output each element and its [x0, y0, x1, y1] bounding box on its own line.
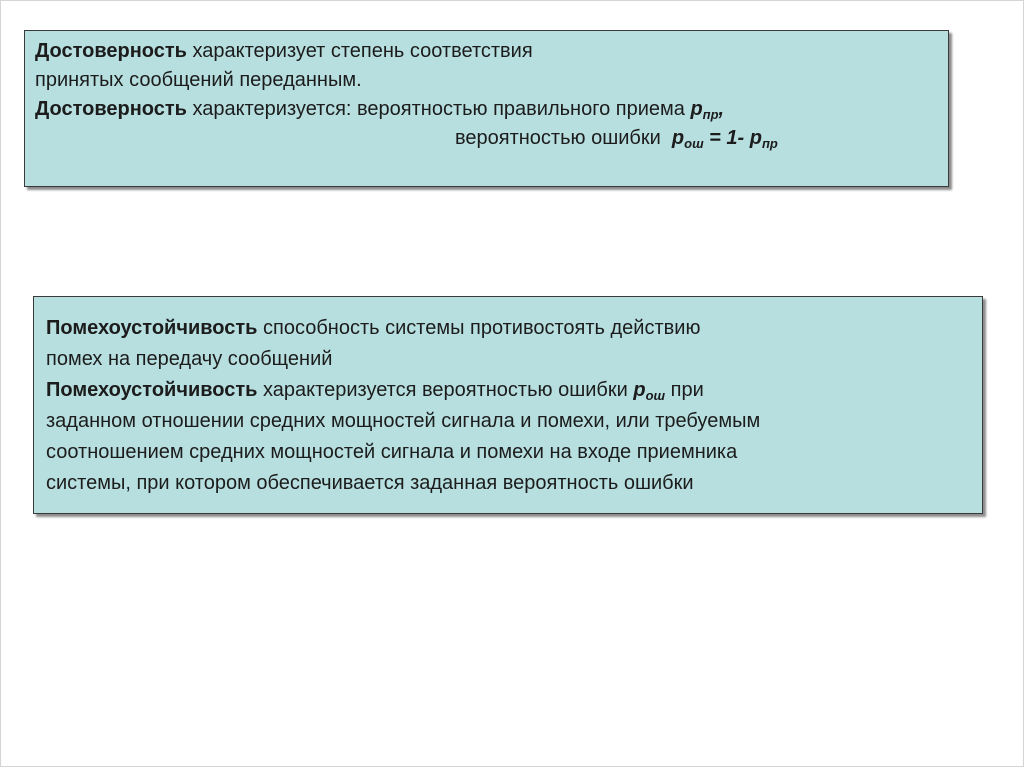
noise-immunity-text-5: соотношением средних мощностей сигнала и помехи на входе приемника	[46, 441, 738, 463]
reliability-definition-text-cont: принятых сообщений переданным.	[35, 69, 362, 91]
correct-reception-probability-symbol: $р_{пр}$,	[690, 98, 725, 122]
noise-immunity-definition-text: способность системы противостоять действию	[257, 317, 701, 339]
reliability-line-3	[35, 95, 938, 124]
noise-immunity-line-6	[46, 468, 972, 499]
noise-immunity-definition-text-cont: помех на передачу сообщений	[46, 348, 333, 370]
reliability-definition-text: характеризует степень соответствия	[186, 40, 533, 62]
noise-immunity-line-3	[46, 375, 972, 406]
error-probability-symbol: $р_{ош}$	[633, 379, 666, 403]
reliability-line-2	[35, 66, 938, 95]
reliability-definition-box	[24, 30, 949, 187]
noise-immunity-line-2	[46, 344, 972, 375]
reliability-characterized-text: характеризуется: вероятностью правильного приема	[186, 98, 691, 120]
noise-immunity-text-4: заданном отношении средних мощностей сигнала и помехи, или требуемым	[46, 410, 761, 432]
noise-immunity-term: Помехоустойчивость	[46, 317, 258, 339]
noise-immunity-line-1	[46, 313, 972, 344]
noise-immunity-definition-box	[33, 296, 983, 514]
reliability-line-1	[35, 37, 938, 66]
noise-immunity-text-tail: при	[665, 379, 704, 401]
error-probability-formula: $р_{ош} = 1-$ $р_{пр}$	[671, 127, 778, 151]
reliability-line-4	[35, 124, 938, 153]
noise-immunity-line-5	[46, 437, 972, 468]
error-probability-text: вероятностью ошибки	[455, 127, 667, 149]
reliability-term-2: Достоверность	[35, 98, 187, 120]
noise-immunity-characterized-text: характеризуется вероятностью ошибки	[257, 379, 634, 401]
noise-immunity-text-6: системы, при котором обеспечивается заданная вероятность ошибки	[46, 472, 694, 494]
reliability-term: Достоверность	[35, 40, 187, 62]
noise-immunity-term-2: Помехоустойчивость	[46, 379, 258, 401]
noise-immunity-line-4	[46, 406, 972, 437]
